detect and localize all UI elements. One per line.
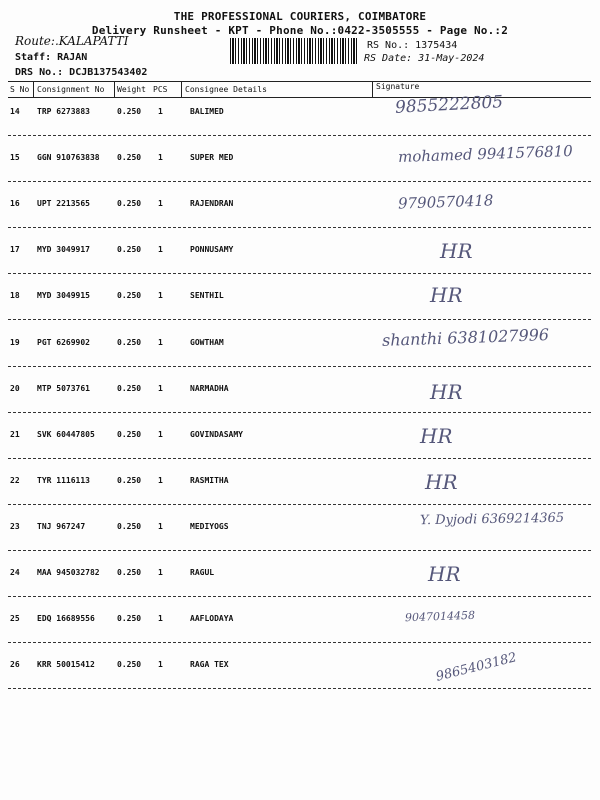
row-consignee: BALIMED: [190, 107, 224, 116]
row-pcs: 1: [158, 245, 163, 255]
row-pcs: 1: [158, 429, 163, 439]
col-pcs: PCS: [153, 85, 168, 94]
row-sno: 20: [10, 383, 20, 393]
row-weight: 0.250: [117, 521, 142, 531]
row-consignee: RAGUL: [190, 568, 215, 577]
row-separator: [8, 596, 591, 597]
row-consignee: SUPER MED: [190, 153, 234, 163]
row-sno: 18: [10, 291, 20, 301]
row-sno: 26: [10, 660, 20, 670]
row-consignee: RAJENDRAN: [190, 199, 234, 209]
row-consignment: GGN 910763838: [37, 153, 100, 163]
handwritten-signature: 9790570418: [397, 191, 494, 213]
row-weight: 0.250: [117, 429, 142, 439]
row-weight: 0.250: [117, 245, 142, 255]
barcode: [230, 38, 358, 64]
row-pcs: 1: [158, 521, 163, 531]
drs-number: DRS No.: DCJB137543402: [15, 67, 148, 78]
row-consignment: MTP 5073761: [37, 383, 90, 393]
row-sno: 14: [10, 107, 20, 116]
row-separator: [8, 550, 591, 551]
row-separator: [8, 642, 591, 643]
row-consignment: TRP 6273883: [37, 107, 90, 116]
row-consignment: MAA 945032782: [37, 568, 100, 577]
row-separator: [8, 458, 591, 459]
row-sno: 22: [10, 475, 20, 485]
row-consignment: MYD 3049915: [37, 291, 90, 301]
column-divider: [372, 81, 373, 98]
column-divider: [181, 81, 182, 98]
row-pcs: 1: [158, 568, 163, 577]
handwritten-signature: 9047014458: [404, 608, 476, 625]
row-weight: 0.250: [117, 291, 142, 301]
row-consignee: AAFLODAYA: [190, 614, 234, 624]
col-signature: Signature: [376, 82, 420, 91]
col-weight: Weight: [117, 85, 146, 94]
row-separator: [8, 504, 591, 505]
handwritten-signature: 9855222805: [394, 92, 504, 118]
row-weight: 0.250: [117, 153, 142, 163]
row-sno: 21: [10, 429, 20, 439]
rs-number: RS No.: 1375434: [367, 40, 458, 51]
row-sno: 15: [10, 153, 20, 163]
handwritten-signature: 9865403182: [434, 650, 519, 685]
row-separator: [8, 181, 591, 182]
row-pcs: 1: [158, 660, 163, 670]
handwritten-signature: Y. Dyjodi 6369214365: [419, 510, 565, 529]
row-consignee: GOWTHAM: [190, 337, 224, 347]
handwritten-signature: HR: [430, 379, 463, 404]
row-weight: 0.250: [117, 568, 142, 577]
row-pcs: 1: [158, 614, 163, 624]
row-consignee: GOVINDASAMY: [190, 429, 243, 439]
handwritten-signature: HR: [428, 562, 461, 586]
handwritten-signature: shanthi 6381027996: [381, 324, 550, 350]
handwritten-signature: HR: [440, 239, 473, 264]
runsheet-title: Delivery Runsheet - KPT - Phone No.:0422-3505555 - Page No.:2: [91, 24, 509, 37]
row-separator: [8, 688, 591, 689]
row-weight: 0.250: [117, 199, 142, 209]
header-bottom-rule: [8, 97, 591, 98]
row-sno: 24: [10, 568, 20, 577]
row-pcs: 1: [158, 383, 163, 393]
row-consignee: RAGA TEX: [190, 660, 229, 670]
column-divider: [114, 81, 115, 98]
row-consignment: EDQ 16689556: [37, 614, 95, 624]
row-separator: [8, 366, 591, 367]
row-consignment: MYD 3049917: [37, 245, 90, 255]
row-weight: 0.250: [117, 475, 142, 485]
row-consignee: NARMADHA: [190, 383, 229, 393]
col-consignee: Consignee Details: [185, 85, 267, 94]
row-pcs: 1: [158, 199, 163, 209]
row-consignment: TNJ 967247: [37, 521, 86, 531]
row-pcs: 1: [158, 107, 163, 116]
row-weight: 0.250: [117, 107, 142, 116]
row-consignment: PGT 6269902: [37, 337, 90, 347]
row-separator: [8, 135, 591, 136]
row-consignee: MEDIYOGS: [190, 521, 229, 531]
row-consignment: UPT 2213565: [37, 199, 90, 209]
row-weight: 0.250: [117, 614, 142, 624]
handwritten-signature: HR: [425, 469, 458, 494]
col-consignment: Consignment No: [37, 85, 105, 94]
row-consignment: KRR 50015412: [37, 660, 95, 670]
handwritten-signature: HR: [430, 283, 463, 308]
row-consignee: RASMITHA: [190, 475, 229, 485]
row-consignment: SVK 60447805: [37, 429, 95, 439]
row-weight: 0.250: [117, 337, 142, 347]
rs-date: RS Date: 31-May-2024: [364, 53, 485, 64]
row-sno: 17: [10, 245, 20, 255]
handwritten-signature: HR: [420, 423, 453, 448]
row-weight: 0.250: [117, 660, 142, 670]
row-separator: [8, 227, 591, 228]
row-consignee: SENTHIL: [190, 291, 224, 301]
row-pcs: 1: [158, 153, 163, 163]
row-sno: 16: [10, 199, 20, 209]
column-divider: [33, 81, 34, 98]
row-sno: 23: [10, 521, 20, 531]
row-pcs: 1: [158, 291, 163, 301]
header-top-rule: [8, 81, 591, 82]
row-pcs: 1: [158, 475, 163, 485]
col-sno: S No: [10, 85, 30, 94]
row-consignment: TYR 1116113: [37, 475, 90, 485]
company-title: THE PROFESSIONAL COURIERS, COIMBATORE: [173, 10, 427, 23]
row-separator: [8, 319, 591, 320]
row-sno: 19: [10, 337, 20, 347]
staff-label: Staff: RAJAN: [15, 52, 88, 63]
row-sno: 25: [10, 614, 20, 624]
row-pcs: 1: [158, 337, 163, 347]
row-weight: 0.250: [117, 383, 142, 393]
row-consignee: PONNUSAMY: [190, 245, 234, 255]
route-label: Route:.KALAPATTI: [15, 34, 129, 48]
row-separator: [8, 273, 591, 274]
row-separator: [8, 412, 591, 413]
handwritten-signature: mohamed 9941576810: [397, 142, 574, 167]
